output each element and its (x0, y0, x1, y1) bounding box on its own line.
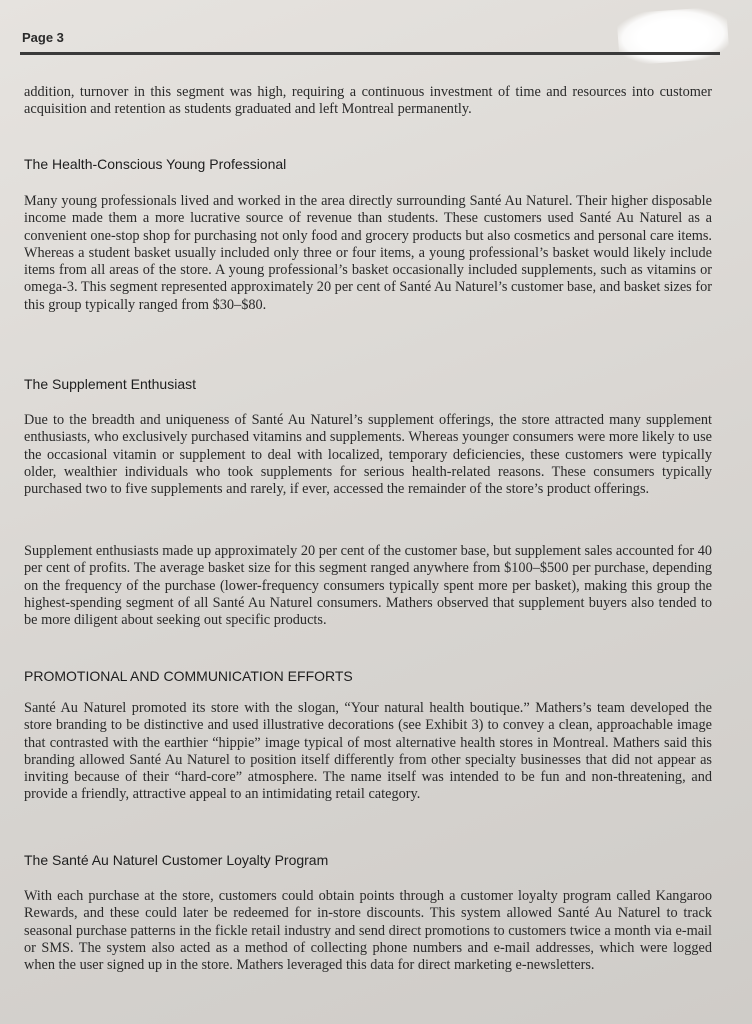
paragraph-supplement-2: Supplement enthusiasts made up approximately 20 per cent of the customer base, but supplement sales accounted for 40 per cent of profits. The average basket size for this segment ranged anywhere from $100–$500 per purchase, depending on the frequency of the purchase (lower-frequency consumers typically spent more per basket), making this group the highest-spending segment of all Santé Au Naturel consumers. Mathers observed that supplement buyers also tended to be more diligent about seeking out specific products. (24, 543, 712, 629)
heading-young-professional: The Health-Conscious Young Professional (24, 156, 287, 172)
page-header (20, 28, 720, 55)
paragraph-loyalty: With each purchase at the store, customers could obtain points through a customer loyalty program called Kangaroo Rewards, and these could later be redeemed for in-store discounts. This system allowed Santé Au Naturel to track seasonal purchase patterns in the fickle retail industry and send direct promotions to customers twice a month via e-mail or SMS. The system also acted as a method of collecting phone numbers and e-mail addresses, which were logged when the user signed up in the store. Mathers leveraged this data for direct marketing e-newsletters. (24, 888, 712, 974)
heading-loyalty-program: The Santé Au Naturel Customer Loyalty Program (24, 852, 329, 868)
heading-supplement-enthusiast: The Supplement Enthusiast (24, 376, 196, 392)
paragraph-promotional: Santé Au Naturel promoted its store with the slogan, “Your natural health boutique.” Mathers’s team developed the store branding to be distinctive and used illustrative decorations (see Exhibit 3) to convey a clean, approachable image that contrasted with the earthier “hippie” image typical of most alternative health stores in Montreal. Mathers said this branding allowed Santé Au Naturel to position itself differently from other specialty businesses that did not appear as inviting because of their “hard-core” atmosphere. The name itself was intended to be fun and non-threatening, and provide a friendly, attractive appeal to an intimidating retail category. (24, 700, 712, 803)
paragraph-continuation: addition, turnover in this segment was high, requiring a continuous investment of time and resources into customer acquisition and retention as students graduated and left Montreal permanently. (24, 84, 712, 118)
page-number: Page 3 (22, 30, 64, 45)
paragraph-supplement-1: Due to the breadth and uniqueness of Santé Au Naturel’s supplement offerings, the store attracted many supplement enthusiasts, who exclusively purchased vitamins and supplements. Whereas younger consumers were more likely to use the occasional vitamin or supplement to deal with localized, temporary deficiencies, these customers were typically older, wealthier individuals who took supplements for serious health-related reasons. These consumers typically purchased two to five supplements and rarely, if ever, accessed the remainder of the store’s product offerings. (24, 412, 712, 498)
paragraph-young-professional: Many young professionals lived and worked in the area directly surrounding Santé Au Naturel. Their higher disposable income made them a more lucrative source of revenue than students. These customers used Santé Au Naturel as a convenient one-stop shop for purchasing not only food and grocery products but also cosmetics and personal care items. Whereas a student basket usually included only three or four items, a young professional’s basket would likely include items from all areas of the store. A young professional’s basket occasionally included supplements, such as vitamins or omega-3. This segment represented approximately 20 per cent of Santé Au Naturel’s customer base, and basket sizes for this group typically ranged from $30–$80. (24, 193, 712, 313)
heading-promotional-efforts: PROMOTIONAL AND COMMUNICATION EFFORTS (24, 668, 353, 684)
